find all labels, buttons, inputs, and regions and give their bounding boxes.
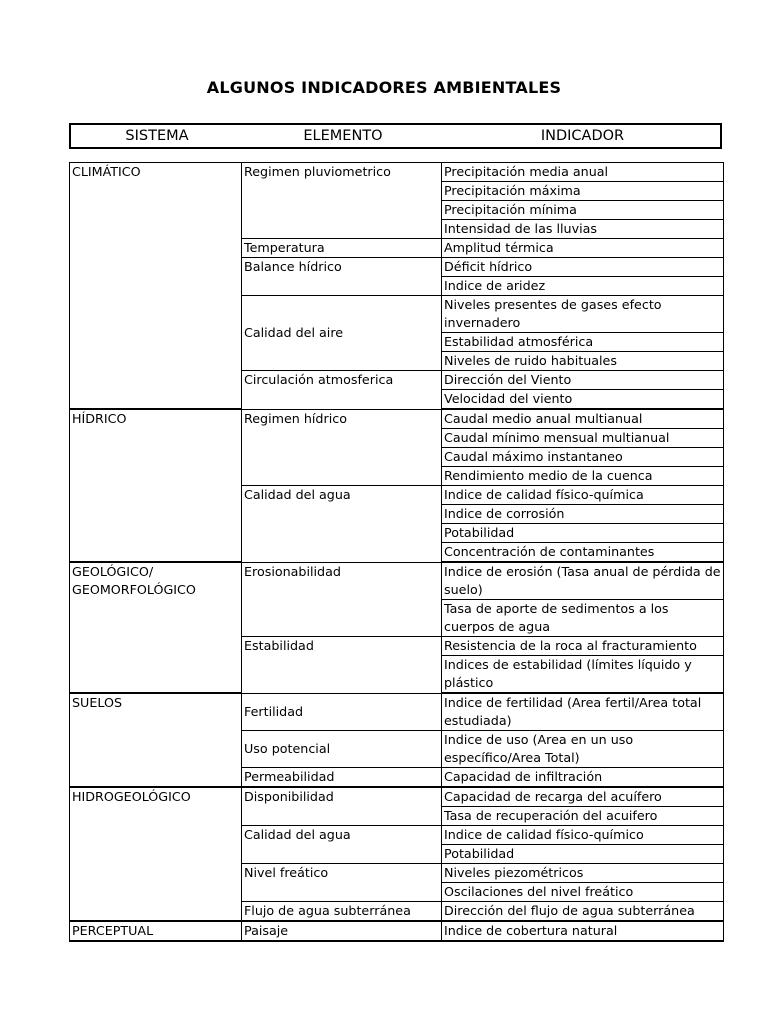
indicador-cell: Estabilidad atmosférica — [442, 333, 724, 352]
elemento-cell: Nivel freático — [242, 864, 442, 902]
column-header-sistema: SISTEMA — [125, 128, 189, 144]
table-row — [70, 693, 724, 731]
indicador-cell: Indice de corrosión — [442, 505, 724, 524]
indicador-cell: Resistencia de la roca al fracturamiento — [442, 637, 724, 656]
indicador-cell: Capacidad de infiltración — [442, 768, 724, 788]
indicador-cell: Caudal medio anual multianual — [442, 409, 724, 429]
sistema-cell: HIDROGEOLÓGICO — [70, 787, 242, 921]
elemento-cell: Calidad del agua — [242, 826, 442, 864]
indicador-cell: Indice de cobertura natural — [442, 921, 724, 941]
elemento-cell: Flujo de agua subterránea — [242, 902, 442, 922]
indicador-cell: Intensidad de las lluvias — [442, 220, 724, 239]
elemento-cell: Circulación atmosferica — [242, 371, 442, 410]
indicador-cell: Dirección del flujo de agua subterránea — [442, 902, 724, 922]
elemento-cell: Erosionabilidad — [242, 562, 442, 637]
elemento-cell: Regimen hídrico — [242, 409, 442, 486]
indicador-cell: Potabilidad — [442, 845, 724, 864]
indicador-cell: Precipitación máxima — [442, 182, 724, 201]
indicador-cell: Indice de fertilidad (Area fertil/Area total estudiada) — [442, 693, 724, 731]
table-row — [70, 787, 724, 807]
elemento-cell: Estabilidad — [242, 637, 442, 694]
indicador-cell: Niveles presentes de gases efecto invernadero — [442, 296, 724, 333]
indicador-cell: Indices de estabilidad (límites líquido y plástico — [442, 656, 724, 694]
elemento-cell: Balance hídrico — [242, 258, 442, 296]
elemento-cell: Temperatura — [242, 239, 442, 258]
indicador-cell: Caudal mínimo mensual multianual — [442, 429, 724, 448]
elemento-cell: Disponibilidad — [242, 787, 442, 826]
elemento-cell: Calidad del aire — [242, 296, 442, 371]
sistema-cell: HÍDRICO — [70, 409, 242, 562]
elemento-cell: Calidad del agua — [242, 486, 442, 563]
indicador-cell: Precipitación media anual — [442, 163, 724, 182]
elemento-cell: Uso potencial — [242, 731, 442, 768]
sistema-cell: GEOLÓGICO/ GEOMORFOLÓGICO — [70, 562, 242, 693]
indicador-cell: Indice de aridez — [442, 277, 724, 296]
sistema-cell: CLIMÁTICO — [70, 163, 242, 410]
indicador-cell: Niveles piezométricos — [442, 864, 724, 883]
indicador-cell: Rendimiento medio de la cuenca — [442, 467, 724, 486]
indicador-cell: Tasa de aporte de sedimentos a los cuerpos de agua — [442, 600, 724, 637]
indicador-cell: Indice de calidad físico-química — [442, 486, 724, 505]
elemento-cell: Paisaje — [242, 921, 442, 941]
indicador-cell: Velocidad del viento — [442, 390, 724, 410]
indicador-cell: Déficit hídrico — [442, 258, 724, 277]
indicador-cell: Concentración de contaminantes — [442, 543, 724, 563]
table-row — [70, 921, 724, 941]
elemento-cell: Regimen pluviometrico — [242, 163, 442, 239]
elemento-cell: Fertilidad — [242, 693, 442, 731]
indicador-cell: Precipitación mínima — [442, 201, 724, 220]
indicators-table-body — [70, 163, 724, 942]
elemento-cell: Permeabilidad — [242, 768, 442, 788]
indicador-cell: Tasa de recuperación del acuifero — [442, 807, 724, 826]
indicador-cell: Potabilidad — [442, 524, 724, 543]
indicador-cell: Indice de uso (Area en un uso específico/Area Total) — [442, 731, 724, 768]
table-row — [70, 562, 724, 600]
indicador-cell: Niveles de ruido habituales — [442, 352, 724, 371]
table-row — [70, 163, 724, 182]
sistema-cell: SUELOS — [70, 693, 242, 787]
indicador-cell: Amplitud térmica — [442, 239, 724, 258]
indicador-cell: Dirección del Viento — [442, 371, 724, 390]
page-title: ALGUNOS INDICADORES AMBIENTALES — [206, 78, 562, 97]
indicador-cell: Oscilaciones del nivel freático — [442, 883, 724, 902]
column-header-table — [69, 123, 722, 149]
table-row — [70, 409, 724, 429]
indicador-cell: Capacidad de recarga del acuífero — [442, 787, 724, 807]
indicators-table — [69, 162, 724, 942]
column-header-elemento: ELEMENTO — [303, 128, 383, 144]
indicador-cell: Indice de erosión (Tasa anual de pérdida de suelo) — [442, 562, 724, 600]
indicador-cell: Caudal máximo instantaneo — [442, 448, 724, 467]
column-header-indicador: INDICADOR — [540, 128, 625, 144]
sistema-cell: PERCEPTUAL — [70, 921, 242, 941]
indicador-cell: Indice de calidad físico-químico — [442, 826, 724, 845]
